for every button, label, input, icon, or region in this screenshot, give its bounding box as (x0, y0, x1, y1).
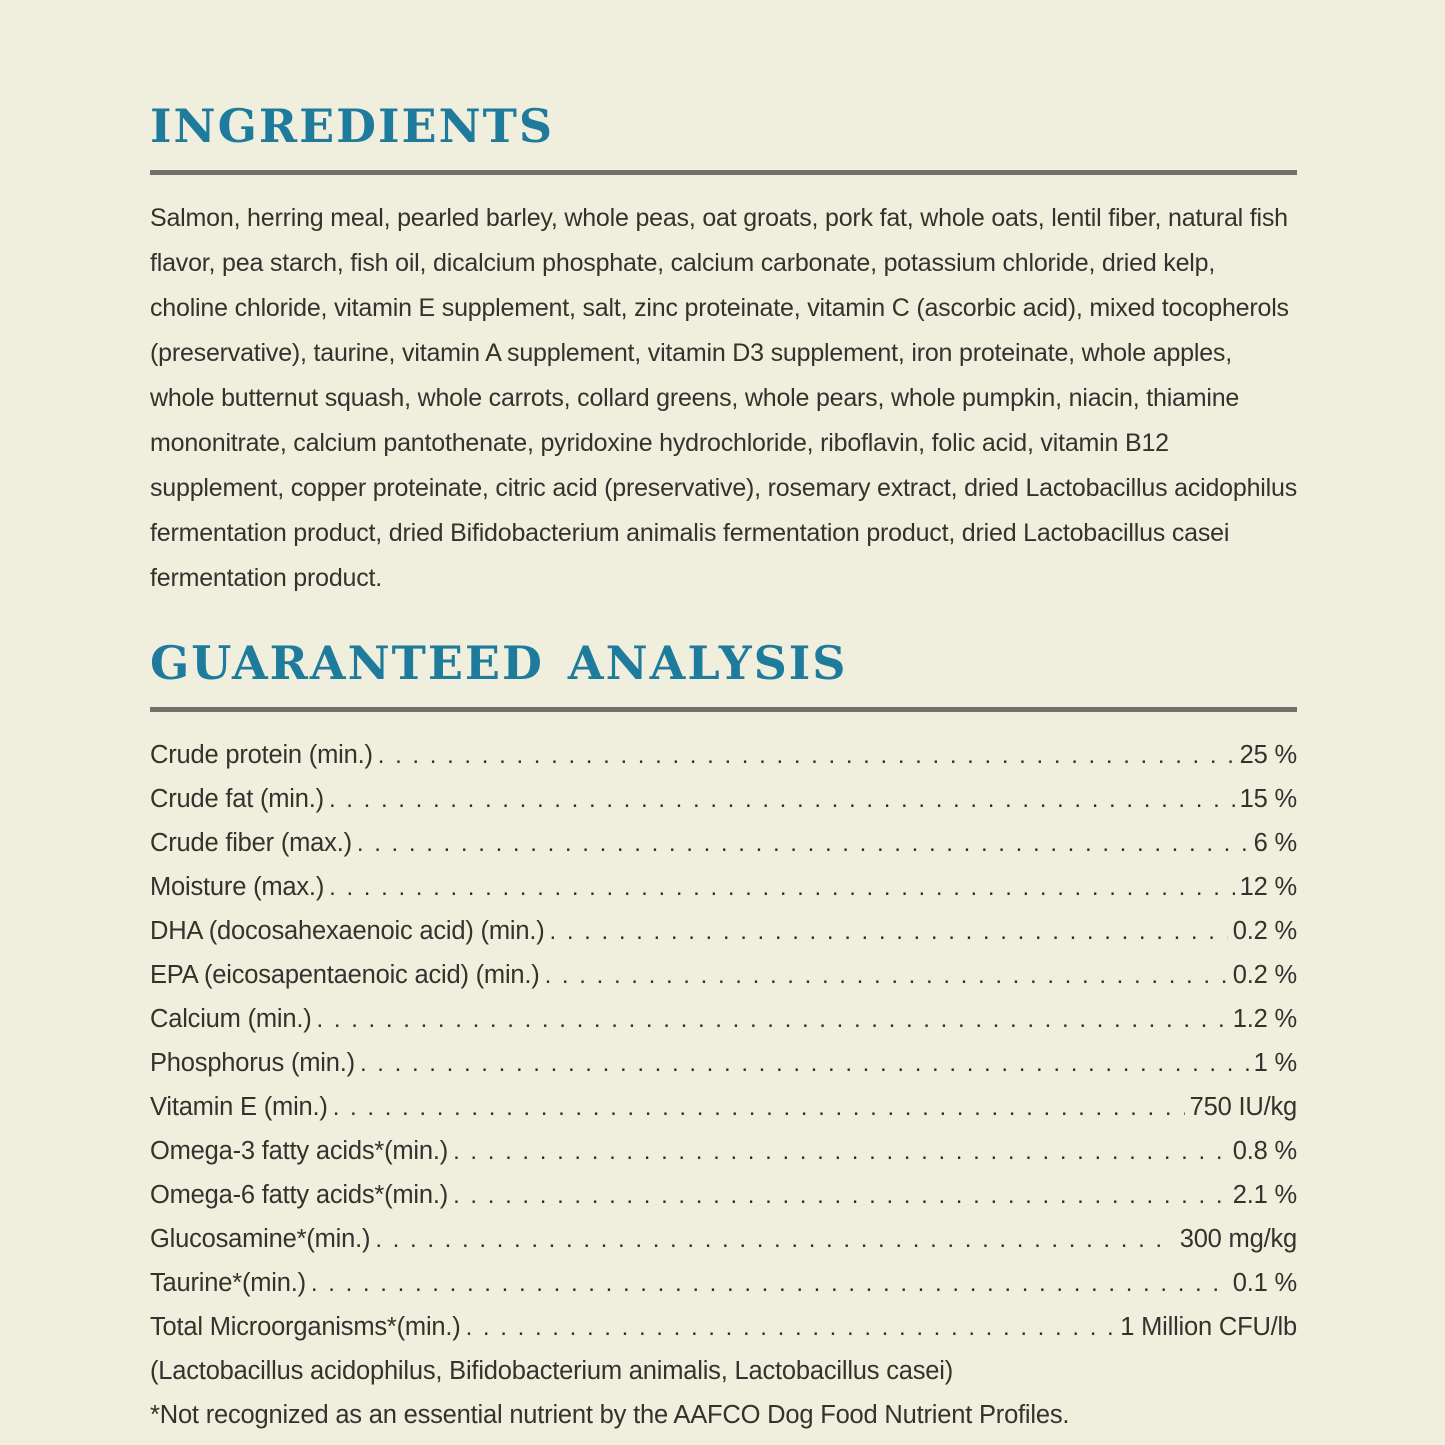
aafco-footnote: *Not recognized as an essential nutrient by the AAFCO Dog Food Nutrient Profiles. (150, 1400, 1070, 1429)
analysis-value: 0.1 % (1232, 1268, 1297, 1297)
analysis-row-epa (150, 953, 1297, 997)
analysis-label: Crude protein (min.) (150, 740, 373, 769)
dot-leader (333, 1085, 1185, 1130)
dot-leader (453, 1129, 1228, 1174)
dot-leader (545, 953, 1228, 998)
analysis-value: 300 mg/kg (1179, 1224, 1297, 1253)
dot-leader (550, 909, 1228, 954)
analysis-value: 1 % (1253, 1048, 1297, 1077)
dot-leader (466, 1305, 1116, 1350)
ingredients-title: INGREDIENTS (150, 99, 555, 153)
analysis-row-phosphorus (150, 1041, 1297, 1085)
dot-leader (375, 1217, 1174, 1262)
analysis-row-calcium (150, 997, 1297, 1041)
guaranteed-analysis-table (150, 733, 1297, 1437)
dot-leader (329, 777, 1235, 822)
analysis-value: 12 % (1239, 872, 1297, 901)
analysis-value: 0.2 % (1232, 916, 1297, 945)
analysis-value: 750 IU/kg (1189, 1092, 1297, 1121)
dot-leader (360, 1041, 1249, 1086)
analysis-label: Phosphorus (min.) (150, 1048, 355, 1077)
dot-leader (311, 1261, 1228, 1306)
analysis-label: Vitamin E (min.) (150, 1092, 328, 1121)
analysis-label: Omega-3 fatty acids*(min.) (150, 1136, 449, 1165)
analysis-row-dha (150, 909, 1297, 953)
microorganisms-species-note: (Lactobacillus acidophilus, Bifidobacterium animalis, Lactobacillus casei) (150, 1356, 954, 1385)
analysis-value: 15 % (1239, 784, 1297, 813)
analysis-label: DHA (docosahexaenoic acid) (min.) (150, 916, 545, 945)
analysis-row-crude-protein (150, 733, 1297, 777)
analysis-label: Total Microorganisms*(min.) (150, 1312, 461, 1341)
analysis-value: 0.2 % (1232, 960, 1297, 989)
analysis-label: Crude fiber (max.) (150, 828, 352, 857)
dot-leader (329, 865, 1235, 910)
dot-leader (357, 821, 1249, 866)
analysis-row-crude-fiber (150, 821, 1297, 865)
analysis-row-total-microorganisms (150, 1305, 1297, 1349)
analysis-row-glucosamine (150, 1217, 1297, 1261)
analysis-value: 0.8 % (1232, 1136, 1297, 1165)
analysis-value: 6 % (1253, 828, 1297, 857)
analysis-label: Glucosamine*(min.) (150, 1224, 371, 1253)
analysis-label: Crude fat (min.) (150, 784, 324, 813)
analysis-label: Calcium (min.) (150, 1004, 312, 1033)
dot-leader (378, 733, 1235, 778)
analysis-label: Taurine*(min.) (150, 1268, 306, 1297)
analysis-row-omega-3 (150, 1129, 1297, 1173)
analysis-value: 25 % (1239, 740, 1297, 769)
analysis-row-omega-6 (150, 1173, 1297, 1217)
analysis-row-moisture (150, 865, 1297, 909)
analysis-value: 1.2 % (1232, 1004, 1297, 1033)
analysis-row-vitamin-e (150, 1085, 1297, 1129)
dot-leader (453, 1173, 1228, 1218)
ingredients-divider (150, 170, 1297, 175)
guaranteed-analysis-divider (150, 707, 1297, 712)
analysis-label: EPA (eicosapentaenoic acid) (min.) (150, 960, 540, 989)
analysis-row-crude-fat (150, 777, 1297, 821)
guaranteed-analysis-title: GUARANTEED ANALYSIS (150, 635, 848, 690)
analysis-label: Omega-6 fatty acids*(min.) (150, 1180, 449, 1209)
analysis-value: 2.1 % (1232, 1180, 1297, 1209)
analysis-label: Moisture (max.) (150, 872, 325, 901)
analysis-value: 1 Million CFU/lb (1120, 1312, 1297, 1341)
ingredients-paragraph: Salmon, herring meal, pearled barley, whole peas, oat groats, pork fat, whole oats, lentil fiber, natural fish flavor, pea starch, fish oil, dicalcium phosphate, calcium carbonate, potassium chloride, dried kelp, choline chloride, vitamin E supplement, salt, zinc proteinate, vitamin C (ascorbic acid), mixed tocopherols (preservative), taurine, vitamin A supplement, vitamin D3 supplement, iron proteinate, whole apples, whole butternut squash, whole carrots, collard greens, whole pears, whole pumpkin, niacin, thiamine mononitrate, calcium pantothenate, pyridoxine hydrochloride, riboflavin, folic acid, vitamin B12 supplement, copper proteinate, citric acid (preservative), rosemary extract, dried Lactobacillus acidophilus fermentation product, dried Bifidobacterium animalis fermentation product, dried Lactobacillus casei fermentation product. (150, 203, 1298, 592)
analysis-row-taurine (150, 1261, 1297, 1305)
dot-leader (317, 997, 1228, 1042)
